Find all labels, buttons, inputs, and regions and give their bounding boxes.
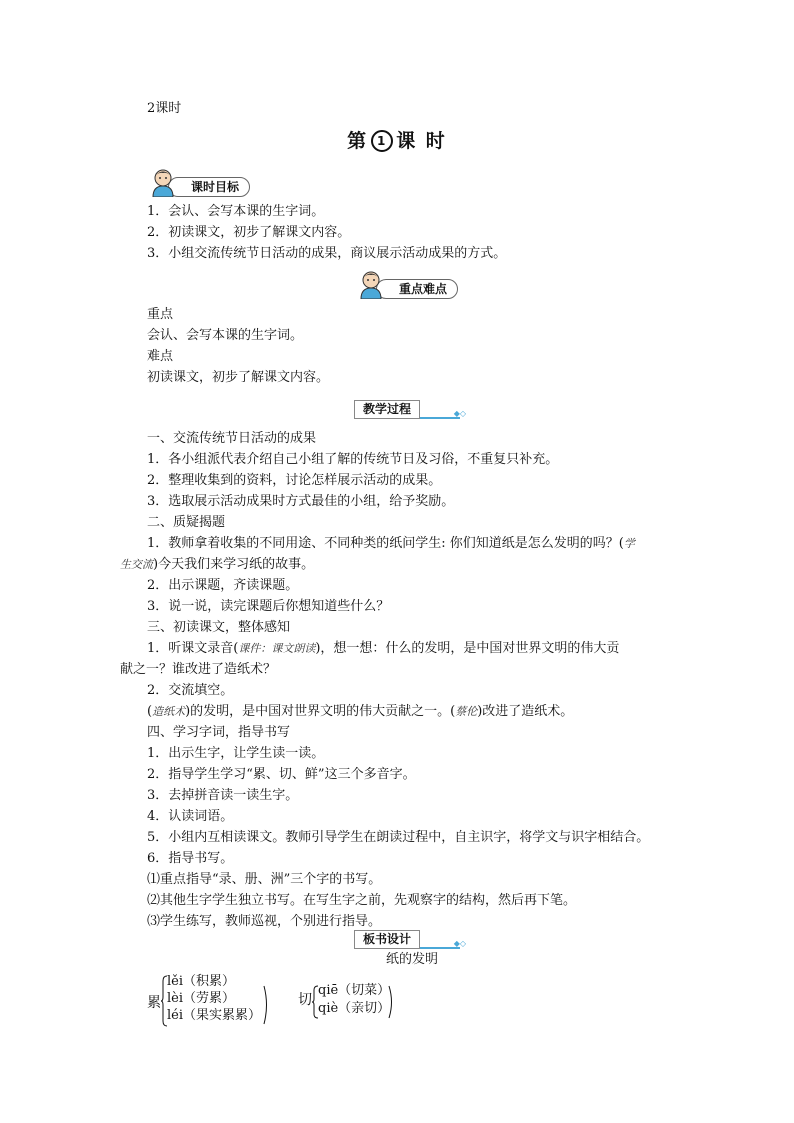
section-heading: 一、交流传统节日活动的成果 (147, 431, 317, 446)
handwritten-note: 生交流 (120, 558, 153, 571)
page-title (0, 126, 794, 153)
step-item: (造纸术)的发明，是中国对世界文明的伟大贡献之一。(蔡伦)改进了造纸术。 (147, 704, 574, 719)
board-header (354, 930, 466, 948)
board-title: 纸的发明 (386, 952, 439, 967)
step-item: 2．指导学生学习“累、切、鲜”这三个多音字。 (147, 767, 416, 782)
keypoints-badge (356, 277, 496, 299)
objectives-badge (148, 175, 288, 197)
objective-item: 1．会认、会写本课的生字词。 (147, 204, 325, 219)
difficulty-text: 初读课文，初步了解课文内容。 (147, 370, 330, 385)
step-item: 2．整理收集到的资料，讨论怎样展示活动的成果。 (147, 473, 442, 488)
handwritten-note: 课件：课文朗读 (238, 642, 316, 655)
step-item: 6．指导书写。 (147, 851, 234, 866)
handwritten-note: 学 (623, 537, 635, 550)
board-label: 板书设计 (354, 930, 420, 949)
lesson-duration: 2课时 (147, 101, 182, 116)
keypoints-label: 重点难点 (376, 279, 458, 299)
step-item: 5．小组内互相读课文。教师引导学生在朗读过程中，自主识字，将学文与识字相结合。 (147, 830, 650, 845)
step-item: 3．选取展示活动成果时方式最佳的小组，给予奖励。 (147, 494, 455, 509)
sub-step-item: ⑶学生练写，教师巡视，个别进行指导。 (147, 914, 382, 929)
student-icon (148, 167, 178, 197)
step-item: 2．交流填空。 (147, 683, 234, 698)
process-header (354, 400, 466, 418)
step-item: 1．各小组派代表介绍自己小组了解的传统节日及习俗，不重复只补充。 (147, 452, 559, 467)
step-item-cont: 生交流)今天我们来学习纸的故事。 (120, 557, 315, 572)
objectives-label: 课时目标 (168, 177, 250, 197)
student-icon (356, 269, 386, 299)
dots-decoration: ◆◇ (453, 939, 466, 948)
section-heading: 四、学习字词，指导书写 (147, 725, 291, 740)
step-item-cont: 献之一？谁改进了造纸术？ (120, 662, 277, 677)
difficulty-label: 难点 (147, 349, 174, 364)
board-reading: qiē（切菜） (318, 983, 391, 998)
step-item: 4．认读词语。 (147, 809, 234, 824)
board-reading: qiè（亲切） (318, 1001, 391, 1016)
board-reading: lěi（积累） (167, 974, 236, 989)
handwritten-note: 蔡伦 (455, 705, 478, 718)
handwritten-note: 造纸术 (152, 705, 186, 718)
focus-label: 重点 (147, 307, 174, 322)
board-reading: léi（果实累累） (167, 1008, 262, 1023)
board-char: 切 (298, 992, 312, 1008)
dots-decoration: ◆◇ (453, 409, 466, 418)
step-item: 3．说一说，读完课题后你想知道些什么？ (147, 599, 390, 614)
step-item: 2．出示课题，齐读课题。 (147, 578, 299, 593)
step-item: 1．听课文录音(课件：课文朗读)，想一想：什么的发明，是中国对世界文明的伟大贡 (147, 641, 620, 656)
section-heading: 三、初读课文，整体感知 (147, 620, 291, 635)
objective-item: 2．初读课文，初步了解课文内容。 (147, 225, 351, 240)
section-heading: 二、质疑揭题 (147, 515, 226, 530)
right-paren-icon (387, 985, 395, 1019)
title-suffix: 课 时 (396, 130, 447, 152)
focus-text: 会认、会写本课的生字词。 (147, 328, 304, 343)
process-label: 教学过程 (354, 400, 420, 419)
step-item: 1．教师拿着收集的不同用途、不同种类的纸问学生: 你们知道纸是怎么发明的吗？(学 (147, 536, 635, 551)
title-number: 1 (371, 130, 393, 152)
sub-step-item: ⑴重点指导“录、册、洲”三个字的书写。 (147, 872, 382, 887)
sub-step-item: ⑵其他生字学生独立书写。在写生字之前，先观察字的结构，然后再下笔。 (147, 893, 577, 908)
step-item: 1．出示生字，让学生读一读。 (147, 746, 325, 761)
board-char: 累 (147, 995, 161, 1011)
right-paren-icon (262, 985, 270, 1025)
board-reading: lèi（劳累） (167, 991, 236, 1006)
title-prefix: 第 (347, 130, 369, 152)
objective-item: 3．小组交流传统节日活动的成果，商议展示活动成果的方式。 (147, 246, 507, 261)
step-item: 3．去掉拼音读一读生字。 (147, 788, 299, 803)
